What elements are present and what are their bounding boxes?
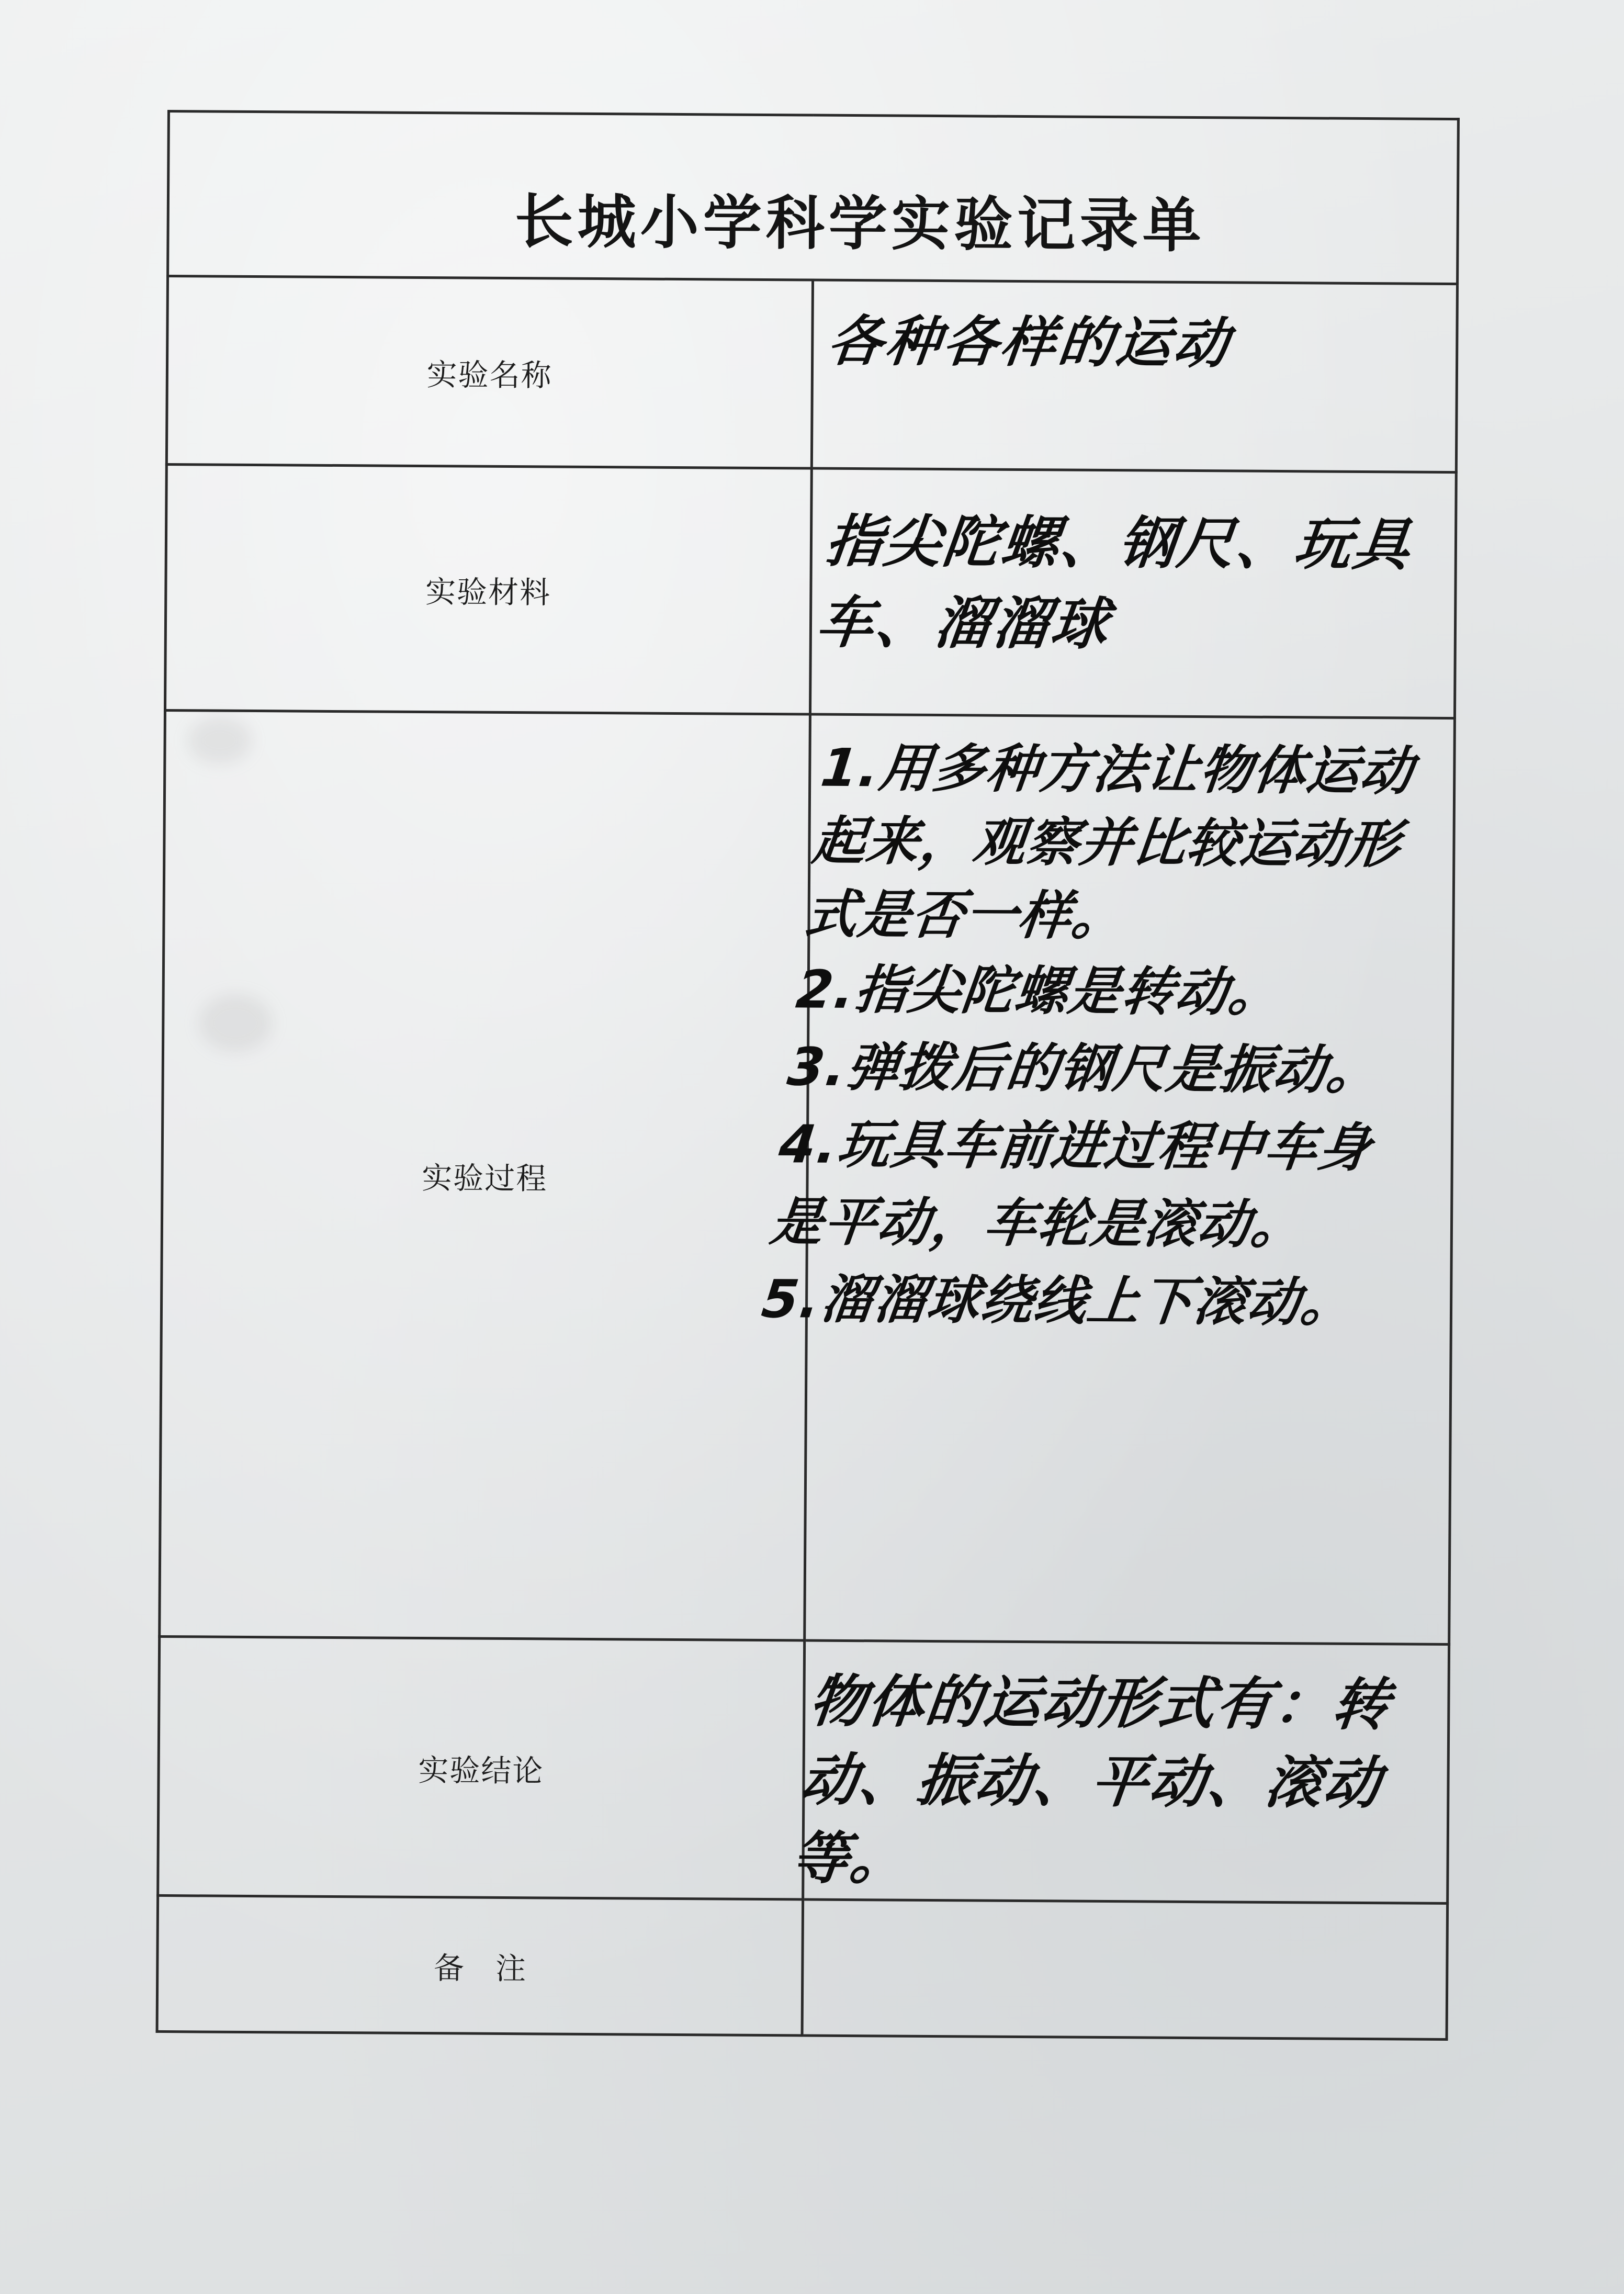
- record-form: [156, 110, 1460, 2028]
- experiment-name-label-cell: [166, 276, 813, 469]
- materials-value-cell: [810, 468, 1456, 718]
- process-value-cell: [758, 714, 1454, 1644]
- process-label: 实验过程: [422, 1160, 548, 1196]
- materials-row: [165, 465, 1456, 718]
- process-step-5: 5.溜溜球绕线上下滚动。: [758, 1268, 1358, 1333]
- notes-value: [802, 1901, 1446, 1925]
- materials-value: 指尖陀螺、钢尺、玩具车、溜溜球: [813, 509, 1415, 657]
- title-cell: [168, 111, 1459, 284]
- experiment-name-row: [166, 276, 1457, 473]
- conclusion-label: 实验结论: [418, 1752, 544, 1789]
- conclusion-value-cell: [788, 1640, 1449, 1904]
- experiment-name-label: 实验名称: [426, 356, 552, 393]
- process-steps: [742, 716, 1453, 1342]
- process-step-2: 2.指尖陀螺是转动。: [793, 959, 1285, 1024]
- title-row: [168, 111, 1459, 284]
- notes-row: [157, 1895, 1448, 2039]
- form-title: 长城小学科学实验记录单: [514, 187, 1206, 260]
- experiment-name-value: 各种各样的运动: [825, 309, 1235, 376]
- process-row: [160, 710, 1455, 1644]
- conclusion-row: [158, 1636, 1449, 1903]
- materials-label-cell: [165, 465, 811, 715]
- process-step-3: 3.弹拨后的钢尺是振动。: [784, 1036, 1383, 1101]
- conclusion-value: 物体的运动形式有：转动、振动、平动、滚动等。: [788, 1669, 1394, 1892]
- process-label-cell: [160, 710, 810, 1640]
- process-step-1: 1.用多种方法让物体运动起来，观察并比较运动形式是否一样。: [801, 737, 1417, 947]
- process-step-4: 4.玩具车前进过程中车身是平动，车轮是滚动。: [767, 1114, 1375, 1256]
- notes-label-cell: [157, 1895, 803, 2036]
- record-table: [156, 110, 1460, 2041]
- notes-value-cell: [802, 1899, 1448, 2040]
- materials-label: 实验材料: [425, 574, 551, 610]
- experiment-name-value-cell: [811, 280, 1458, 473]
- conclusion-label-cell: [158, 1636, 805, 1899]
- notes-label: 备注: [433, 1950, 558, 1987]
